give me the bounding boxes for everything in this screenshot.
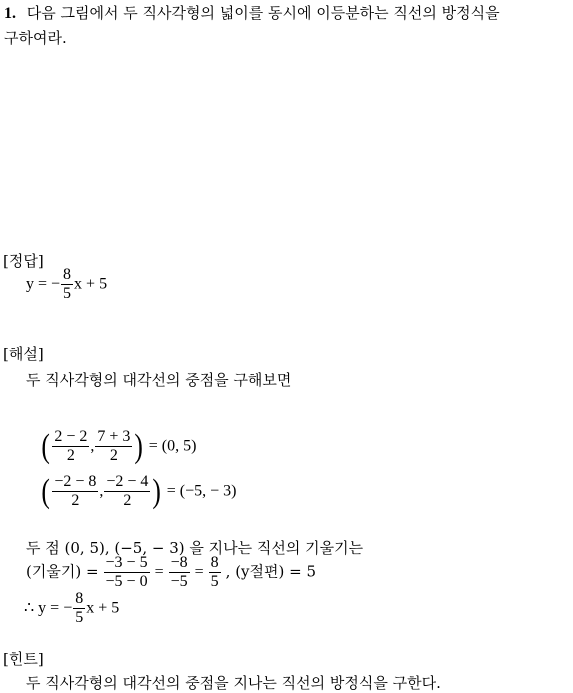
hint-text: 두 직사각형의 대각선의 중점을 지나는 직선의 방정식을 구한다. <box>26 674 441 692</box>
mid1-result: = (0, 5) <box>148 437 197 455</box>
slope-f3-num: 8 <box>209 554 221 573</box>
problem-line-1 <box>4 2 500 23</box>
slope-f2-den: −5 <box>170 573 188 591</box>
slope-frac-3 <box>209 554 221 592</box>
slope-frac-2 <box>169 554 190 592</box>
mid1-a-num: 2 − 2 <box>52 428 89 447</box>
line-points-text: 두 점 (0, 5), (−5, − 3) 을 지나는 직선의 기울기는 <box>26 539 364 557</box>
therefore-lhs: ∴ y = − <box>24 599 73 617</box>
therefore-fraction <box>73 590 85 628</box>
open-paren: ( <box>41 427 50 465</box>
answer-frac-num: 8 <box>61 266 73 285</box>
slope-lhs: (기울기) = <box>26 562 99 581</box>
close-paren: ) <box>152 472 162 510</box>
therefore-den: 5 <box>75 609 84 627</box>
answer-equation <box>26 266 107 304</box>
answer-lhs: y = − <box>26 275 61 293</box>
problem-line-2: 구하여라. <box>4 29 67 47</box>
open-paren: ( <box>41 472 50 510</box>
slope-f2-num: −8 <box>169 554 190 573</box>
hint-label: [힌트] <box>3 650 44 668</box>
mid2-b-num: −2 − 4 <box>104 473 150 492</box>
answer-label: [정답] <box>3 252 44 270</box>
mid1-b-num: 7 + 3 <box>95 428 132 447</box>
midpoint-1: ( $\frac{2 - 2}{2}$ , $\frac{7 + 3}{2}$ ) = (0, 5) <box>41 427 197 465</box>
mid2-frac-b <box>104 473 150 511</box>
therefore-equation <box>24 590 119 628</box>
mid1-frac-a <box>52 428 89 466</box>
mid1-a-den: 2 <box>66 447 75 465</box>
therefore-num: 8 <box>73 590 85 609</box>
midpoint-2: ( $\frac{-2 - 8}{2}$ , $\frac{-2 - 4}{2}$ ) = (−5, − 3) <box>41 472 237 510</box>
therefore-rhs: x + 5 <box>86 599 120 617</box>
solution-intro: 두 직사각형의 대각선의 중점을 구해보면 <box>26 371 292 389</box>
answer-rhs: x + 5 <box>74 275 108 293</box>
close-paren: ) <box>134 427 144 465</box>
intercept-text: , (y절편) = 5 <box>225 562 316 581</box>
problem-number: 1. <box>4 5 16 22</box>
answer-fraction <box>61 266 73 304</box>
slope-f1-den: −5 − 0 <box>105 573 148 591</box>
problem-text-1: 다음 그림에서 두 직사각형의 넓이를 동시에 이등분하는 직선의 방정식을 <box>26 4 500 22</box>
mid1-b-den: 2 <box>109 447 118 465</box>
mid2-a-num: −2 − 8 <box>52 473 98 492</box>
mid2-a-den: 2 <box>71 492 80 510</box>
mid2-result: = (−5, − 3) <box>166 482 237 500</box>
slope-f1-num: −3 − 5 <box>104 554 150 573</box>
solution-label: [해설] <box>3 345 44 363</box>
mid1-frac-b <box>95 428 132 466</box>
slope-frac-1 <box>104 554 150 592</box>
mid2-b-den: 2 <box>123 492 132 510</box>
mid2-frac-a <box>52 473 98 511</box>
slope-equation: (기울기) = $\frac{-3 - 5}{-5 - 0}$ = $\frac{-8}{-5}$ = $\frac{8}{5}$ , (y절편) = 5 <box>26 554 316 591</box>
slope-f3-den: 5 <box>210 573 219 591</box>
answer-frac-den: 5 <box>63 285 72 303</box>
